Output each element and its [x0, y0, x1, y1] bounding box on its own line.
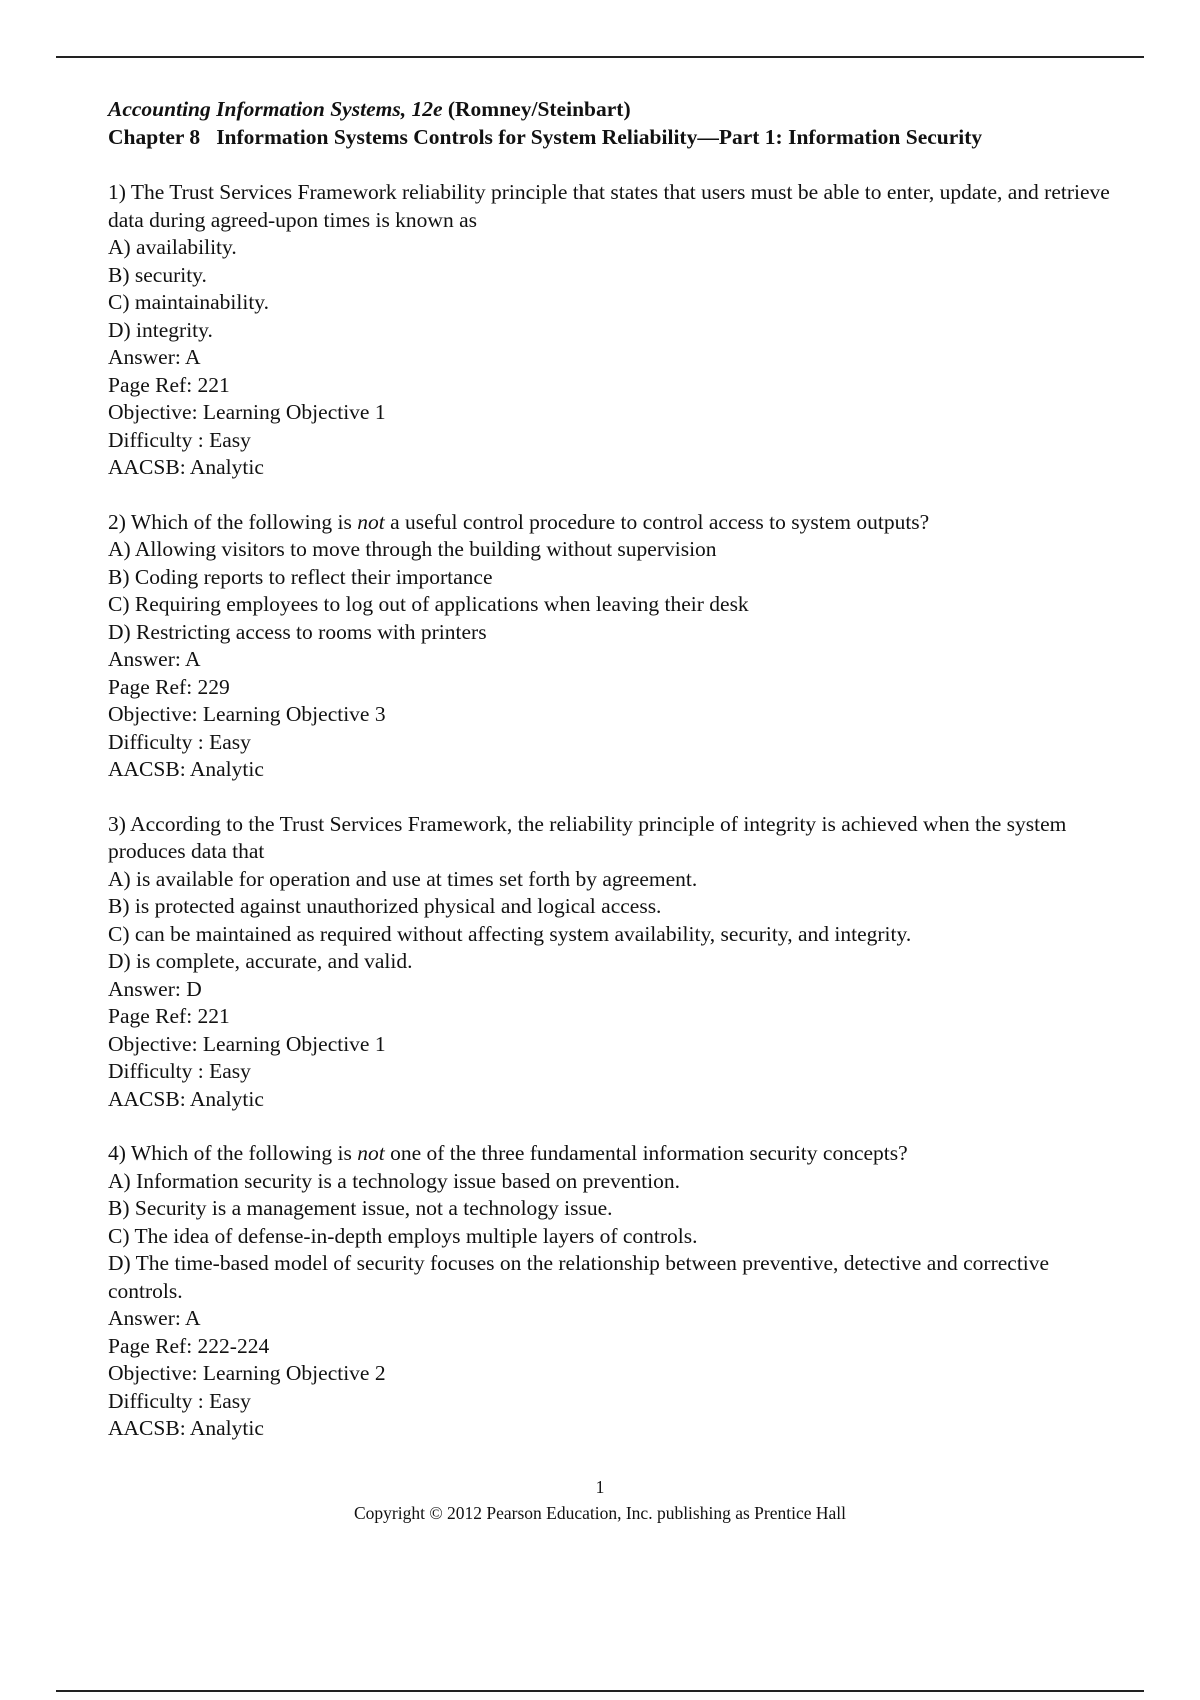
- answer: Answer: D: [108, 976, 202, 1001]
- book-authors: (Romney/Steinbart): [447, 97, 631, 121]
- option-b: B) Coding reports to reflect their importance: [108, 564, 493, 589]
- page-ref: Page Ref: 221: [108, 372, 230, 397]
- stem-emphasis: not: [357, 509, 385, 534]
- page-number: 1: [595, 1477, 605, 1497]
- question-1: [108, 179, 1118, 482]
- stem-emphasis: not: [357, 1141, 385, 1165]
- difficulty: Difficulty : Easy: [108, 1388, 251, 1413]
- objective: Objective: Learning Objective 3: [108, 702, 386, 726]
- chapter-title: Information Systems Controls for System Reliability—Part 1: Information Security: [216, 124, 983, 149]
- aacsb: AACSB: Analytic: [108, 1086, 264, 1111]
- option-d: D) Restricting access to rooms with printers: [108, 619, 487, 644]
- answer: Answer: A: [108, 647, 201, 671]
- copyright-notice: Copyright © 2012 Pearson Education, Inc. publishing as Prentice Hall: [353, 1503, 847, 1523]
- option-c: C) maintainability.: [108, 290, 270, 314]
- aacsb: AACSB: Analytic: [108, 1416, 264, 1440]
- aacsb: AACSB: Analytic: [108, 757, 264, 781]
- option-a: A) availability.: [108, 235, 237, 259]
- question-3: [108, 811, 1118, 1114]
- page-ref: Page Ref: 222-224: [108, 1333, 270, 1358]
- option-b: B) is protected against unauthorized physical and logical access.: [108, 894, 662, 918]
- bottom-rule: [56, 1690, 1144, 1692]
- option-d: D) is complete, accurate, and valid.: [108, 949, 413, 973]
- option-a: A) Allowing visitors to move through the building without supervision: [108, 537, 717, 561]
- document-body: [108, 96, 1118, 1443]
- top-rule: [56, 56, 1144, 58]
- page-ref: Page Ref: 221: [108, 1004, 230, 1028]
- chapter-label: Chapter 8: [108, 124, 201, 149]
- difficulty: Difficulty : Easy: [108, 427, 251, 452]
- difficulty: Difficulty : Easy: [108, 1059, 251, 1083]
- option-d: D) integrity.: [108, 317, 213, 342]
- question-2: [108, 509, 1118, 784]
- question-stem: 3) According to the Trust Services Framework, the reliability principle of integrity is achieved when the system produces data that: [108, 811, 1067, 863]
- book-title: Accounting Information Systems, 12e: [108, 97, 443, 121]
- question-4: [108, 1140, 1118, 1443]
- difficulty: Difficulty : Easy: [108, 729, 251, 754]
- option-c: C) can be maintained as required without affecting system availability, security, and integrity.: [108, 921, 912, 946]
- question-stem: [108, 509, 1118, 537]
- answer: Answer: A: [108, 345, 201, 369]
- chapter-heading: [108, 124, 1118, 152]
- objective: Objective: Learning Objective 1: [108, 1031, 386, 1056]
- page-ref: Page Ref: 229: [108, 674, 230, 699]
- question-stem: 1) The Trust Services Framework reliability principle that states that users must be able to enter, update, and retrieve data during agreed-upon times is known as: [108, 180, 1110, 232]
- objective: Objective: Learning Objective 1: [108, 400, 386, 424]
- question-stem: [108, 1140, 1118, 1168]
- option-d: D) The time-based model of security focuses on the relationship between preventive, detective and corrective controls.: [108, 1251, 1050, 1303]
- aacsb: AACSB: Analytic: [108, 455, 264, 479]
- stem-text: 4) Which of the following is: [108, 1141, 358, 1165]
- stem-text: 2) Which of the following is: [108, 509, 358, 534]
- option-c: C) The idea of defense-in-depth employs multiple layers of controls.: [108, 1223, 698, 1248]
- option-c: C) Requiring employees to log out of applications when leaving their desk: [108, 592, 749, 616]
- option-b: B) Security is a management issue, not a technology issue.: [108, 1196, 613, 1220]
- stem-text: one of the three fundamental information security concepts?: [384, 1141, 908, 1165]
- option-a: A) Information security is a technology issue based on prevention.: [108, 1168, 680, 1193]
- objective: Objective: Learning Objective 2: [108, 1361, 386, 1385]
- stem-text: a useful control procedure to control access to system outputs?: [384, 509, 930, 534]
- option-b: B) security.: [108, 262, 207, 287]
- option-a: A) is available for operation and use at times set forth by agreement.: [108, 866, 698, 891]
- answer: Answer: A: [108, 1306, 201, 1330]
- book-heading: [108, 96, 1118, 124]
